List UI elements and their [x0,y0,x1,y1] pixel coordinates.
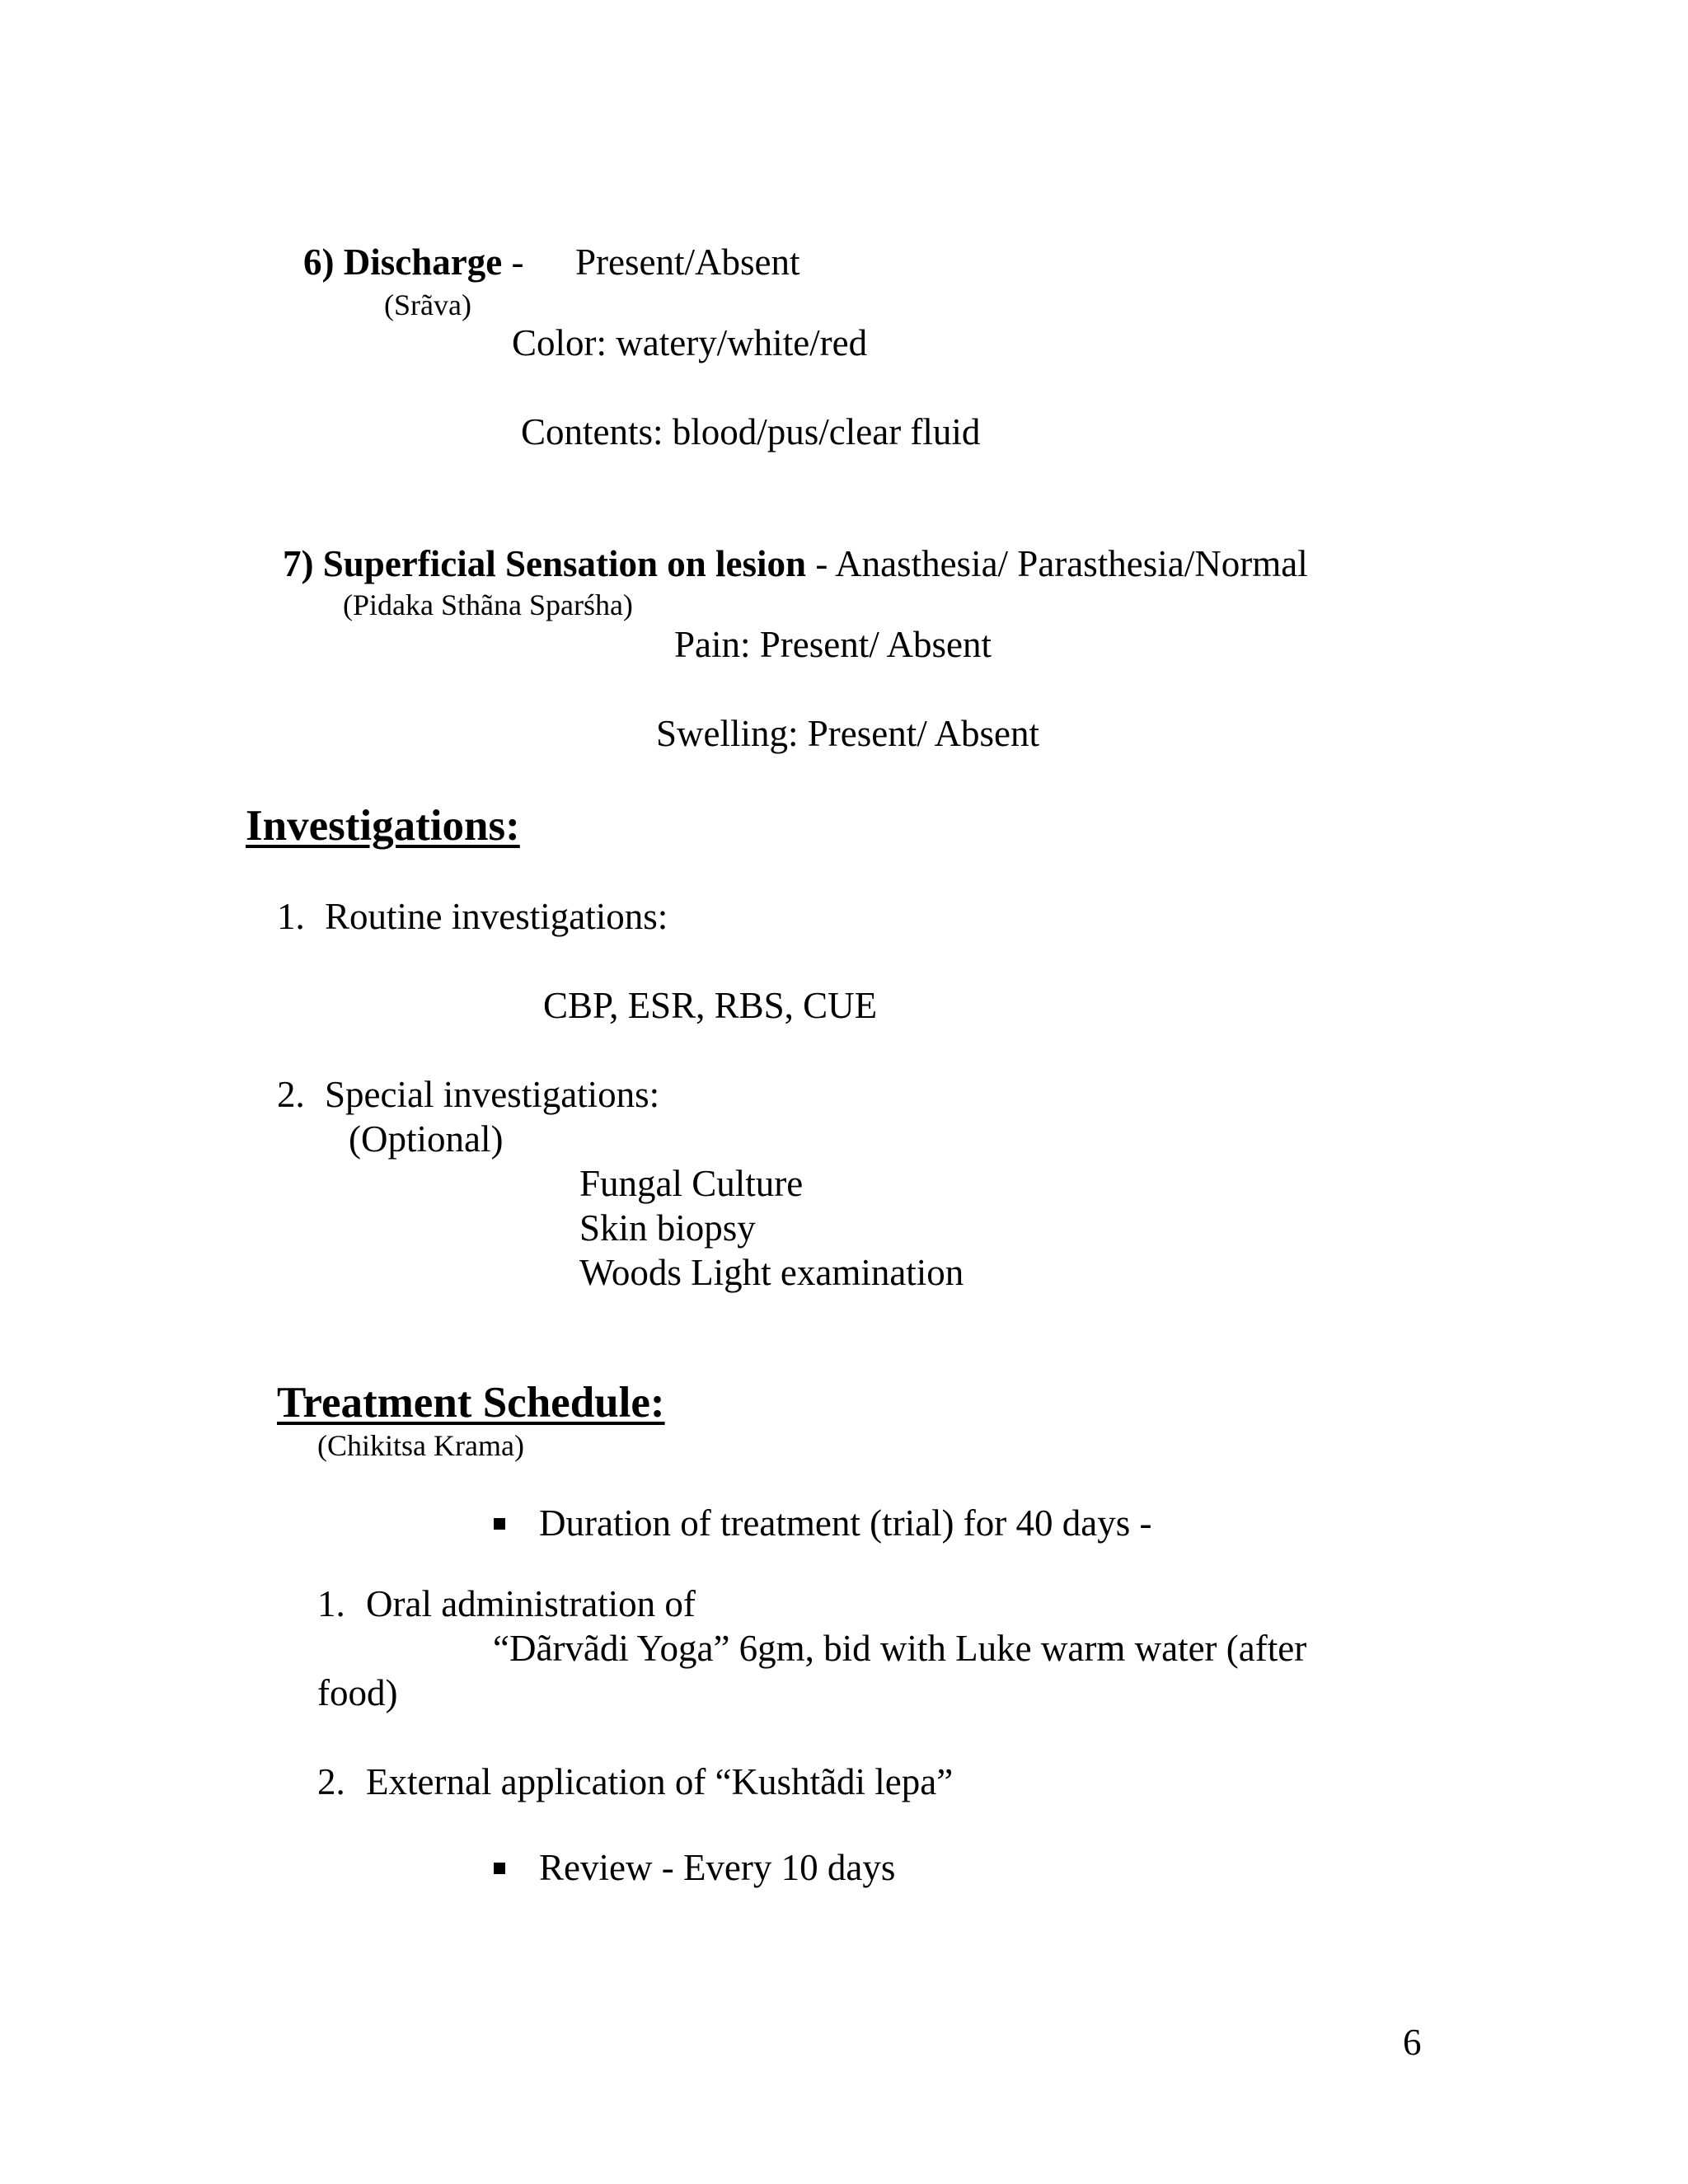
bullet-icon [494,1518,505,1530]
special-label: Special investigations: [325,1074,660,1115]
discharge-color-line: Color: watery/white/red [512,322,868,363]
oral-number: 1. [317,1583,345,1624]
treatment-heading: Treatment Schedule: [277,1379,665,1427]
routine-label: Routine investigations: [325,896,668,937]
sensation-label: 7) Superficial Sensation on lesion [283,543,807,584]
discharge-heading [303,241,524,283]
treatment-subtitle: (Chikitsa Krama) [317,1429,524,1462]
sensation-separator: - [806,543,836,584]
discharge-contents-line: Contents: blood/pus/clear fluid [521,411,981,452]
discharge-label: 6) Discharge [303,241,503,283]
treatment-duration: Duration of treatment (trial) for 40 days - [539,1502,1152,1544]
special-number: 2. [277,1074,305,1115]
discharge-subtitle: (Srãva) [384,288,471,321]
external-label: External application of “Kushtãdi lepa” [366,1761,954,1802]
sensation-value: Anasthesia/ Parasthesia/Normal [835,543,1308,584]
investigations-heading: Investigations: [246,802,520,850]
sensation-subtitle: (Pidaka Sthãna Sparśha) [343,588,633,621]
discharge-separator: - [502,241,524,283]
page-number: 6 [1403,2022,1422,2063]
external-number: 2. [317,1761,345,1802]
routine-tests: CBP, ESR, RBS, CUE [543,985,878,1026]
oral-label: Oral administration of [366,1583,696,1624]
treatment-review: Review - Every 10 days [539,1847,896,1888]
special-item: Woods Light examination [579,1252,964,1293]
special-item: Fungal Culture [579,1163,804,1204]
sensation-swelling-line: Swelling: Present/ Absent [656,713,1039,754]
special-item: Skin biopsy [579,1207,756,1249]
routine-number: 1. [277,896,305,937]
sensation-pain-line: Pain: Present/ Absent [674,624,992,665]
oral-detail-cont: food) [317,1672,398,1713]
discharge-value: Present/Absent [575,241,800,283]
bullet-icon [494,1863,505,1874]
special-note: (Optional) [349,1118,504,1160]
oral-detail: “Dãrvãdi Yoga” 6gm, bid with Luke warm water (after [493,1628,1307,1669]
sensation-heading [283,543,1308,584]
